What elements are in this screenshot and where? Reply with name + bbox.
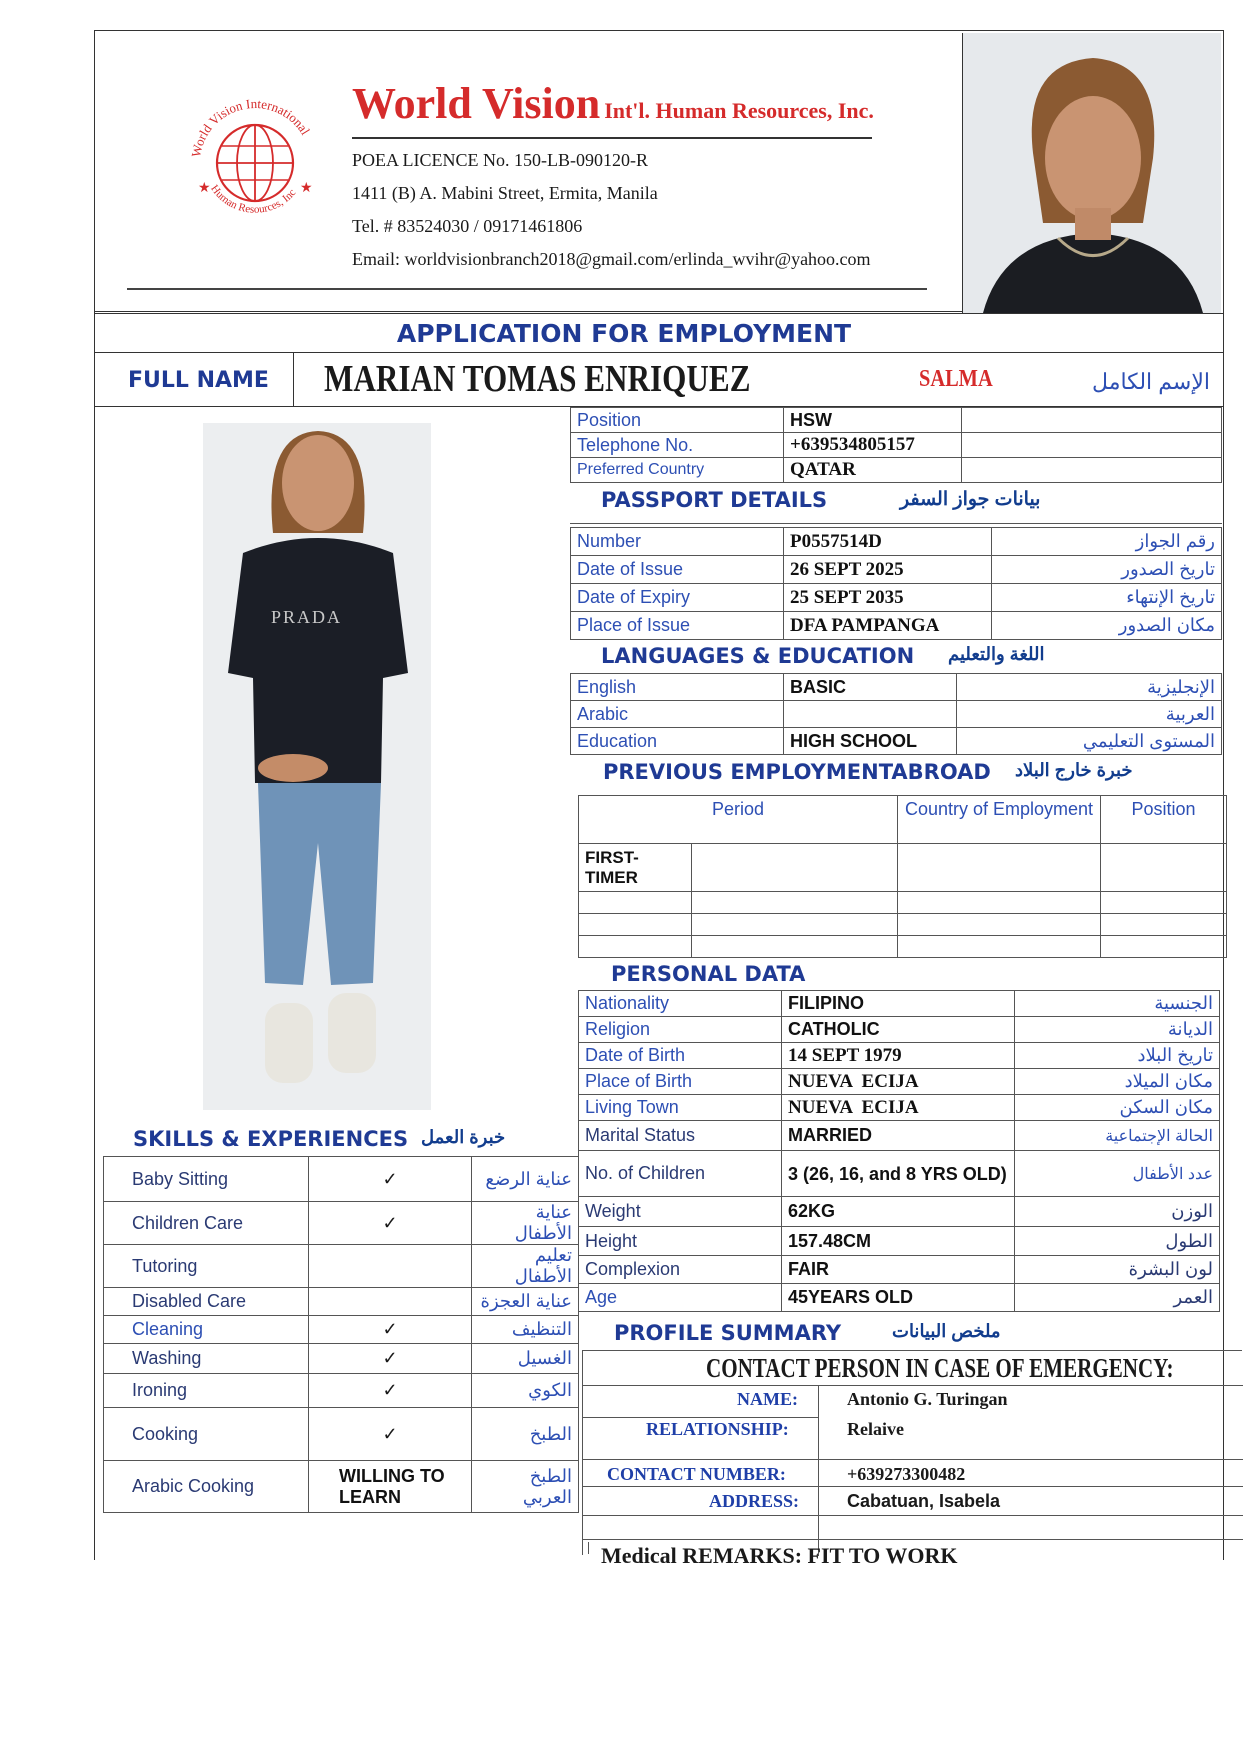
place-of-birth-value: NUEVA ECIJA <box>782 1069 1015 1095</box>
table-row <box>579 1095 1220 1121</box>
nationality-ar: الجنسية <box>1015 991 1220 1017</box>
marital-status-label: Marital Status <box>579 1121 782 1151</box>
check-icon <box>309 1245 472 1288</box>
preferred-country-label: Preferred Country <box>571 458 784 483</box>
place-of-birth-label: Place of Birth <box>579 1069 782 1095</box>
table-row <box>571 458 1222 483</box>
skills-table <box>103 1156 579 1513</box>
contact-divider <box>583 1515 1243 1516</box>
svg-text:Human Resources, Inc: Human Resources, Inc <box>208 182 299 216</box>
age-ar: العمر <box>1015 1284 1220 1312</box>
telephone-value: +639534805157 <box>784 433 962 458</box>
check-icon: ✓ <box>309 1374 472 1408</box>
country-header: Country of Employment <box>898 796 1101 844</box>
skill-ar: الغسيل <box>472 1344 579 1374</box>
table-row <box>104 1461 579 1513</box>
table-row <box>571 612 1222 640</box>
full-name-label: FULL NAME <box>128 368 269 393</box>
table-row <box>579 1256 1220 1284</box>
nationality-value: FILIPINO <box>782 991 1015 1017</box>
contact-divider <box>583 1539 1243 1540</box>
table-row <box>579 914 1227 936</box>
table-row <box>571 528 1222 556</box>
english-value: BASIC <box>784 674 957 701</box>
height-value: 157.48CM <box>782 1227 1015 1256</box>
period-header: Period <box>579 796 898 844</box>
table-row <box>579 1197 1220 1227</box>
table-row <box>104 1316 579 1344</box>
table-row <box>579 796 1227 844</box>
date-of-birth-value: 14 SEPT 1979 <box>782 1043 1015 1069</box>
skill-ar: عناية الرضع <box>472 1157 579 1202</box>
skill-ar: الطبخ <box>472 1408 579 1461</box>
profile-section-header <box>582 1318 1222 1350</box>
complexion-ar: لون البشرة <box>1015 1256 1220 1284</box>
contact-divider <box>583 1486 1243 1487</box>
languages-table <box>570 673 1222 755</box>
contact-section <box>582 1350 1242 1555</box>
height-label: Height <box>579 1227 782 1256</box>
company-email: Email: worldvisionbranch2018@gmail.com/erlinda_wvihr@yahoo.com <box>352 249 871 269</box>
company-name-rest: Int'l. Human Resources, Inc. <box>604 98 874 123</box>
arabic-label: Arabic <box>571 701 784 728</box>
date-of-expiry-ar: تاريخ الإنتهاء <box>992 584 1222 612</box>
skill-label: Ironing <box>104 1374 309 1408</box>
table-row <box>104 1288 579 1316</box>
marital-status-ar: الحالة الإجتماعية <box>1015 1121 1220 1151</box>
education-value: HIGH SCHOOL <box>784 728 957 755</box>
position-value: HSW <box>784 408 962 433</box>
weight-label: Weight <box>579 1197 782 1227</box>
religion-label: Religion <box>579 1017 782 1043</box>
complexion-label: Complexion <box>579 1256 782 1284</box>
table-row <box>579 1017 1220 1043</box>
full-name-value: MARIAN TOMAS ENRIQUEZ <box>324 358 751 400</box>
full-body-photo <box>203 423 431 1110</box>
skill-label: Cooking <box>104 1408 309 1461</box>
languages-section-header <box>570 643 1222 673</box>
skill-label: Baby Sitting <box>104 1157 309 1202</box>
profile-title: PROFILE SUMMARY <box>614 1321 842 1345</box>
passport-title-ar: بيانات جواز السفر <box>900 489 1041 510</box>
table-row <box>104 1202 579 1245</box>
skill-label: Cleaning <box>104 1316 309 1344</box>
preferred-country-value: QATAR <box>784 458 962 483</box>
top-info-table <box>570 407 1222 483</box>
english-ar: الإنجليزية <box>957 674 1222 701</box>
shirt-text: PRADA <box>271 607 343 627</box>
form-title-bar <box>94 313 1224 353</box>
table-row <box>579 1151 1220 1197</box>
contact-divider <box>583 1417 818 1418</box>
table-row <box>104 1245 579 1288</box>
check-icon: ✓ <box>309 1408 472 1461</box>
table-row <box>571 408 1222 433</box>
company-header <box>94 30 962 312</box>
table-row <box>571 701 1222 728</box>
skill-label: Washing <box>104 1344 309 1374</box>
skill-label: Arabic Cooking <box>104 1461 309 1513</box>
company-tel: Tel. # 83524030 / 09171461806 <box>352 216 583 236</box>
languages-title: LANGUAGES & EDUCATION <box>601 644 915 668</box>
passport-number-value: P0557514D <box>784 528 992 556</box>
check-icon <box>309 1288 472 1316</box>
contact-relationship-value: Relaive <box>847 1419 904 1439</box>
table-row <box>579 1227 1220 1256</box>
passport-table <box>570 527 1222 640</box>
religion-value: CATHOLIC <box>782 1017 1015 1043</box>
first-timer-cell: FIRST-TIMER <box>579 844 692 892</box>
education-label: Education <box>571 728 784 755</box>
date-of-expiry-label: Date of Expiry <box>571 584 784 612</box>
religion-ar: الديانة <box>1015 1017 1220 1043</box>
passport-number-ar: رقم الجواز <box>992 528 1222 556</box>
skill-label: Tutoring <box>104 1245 309 1288</box>
table-row <box>579 892 1227 914</box>
date-of-issue-label: Date of Issue <box>571 556 784 584</box>
table-row <box>579 1043 1220 1069</box>
logo-seal-text: World Vision International <box>188 95 314 159</box>
skills-title-ar: خبرة العمل <box>421 1127 506 1147</box>
table-row <box>104 1344 579 1374</box>
table-row <box>579 936 1227 958</box>
employment-title: PREVIOUS EMPLOYMENTABROAD <box>603 760 991 784</box>
table-row <box>571 584 1222 612</box>
no-of-children-ar: عدد الأطفال <box>1015 1151 1220 1197</box>
height-ar: الطول <box>1015 1227 1220 1256</box>
education-ar: المستوى التعليمي <box>957 728 1222 755</box>
willing-to-learn-text: WILLING TO LEARN <box>309 1461 472 1513</box>
passport-title: PASSPORT DETAILS <box>601 488 828 512</box>
company-address: 1411 (B) A. Mabini Street, Ermita, Manila <box>352 183 658 203</box>
table-row <box>579 1284 1220 1312</box>
svg-text:★: ★ <box>300 179 313 195</box>
telephone-label: Telephone No. <box>571 433 784 458</box>
portrait-photo <box>962 33 1220 313</box>
contact-col-divider <box>818 1385 819 1556</box>
table-row <box>579 991 1220 1017</box>
personal-section-header <box>578 960 1227 990</box>
passport-number-label: Number <box>571 528 784 556</box>
check-icon: ✓ <box>309 1316 472 1344</box>
position-label: Position <box>571 408 784 433</box>
no-of-children-value: 3 (26, 16, and 8 YRS OLD) <box>782 1151 1015 1197</box>
skill-ar: التنظيف <box>472 1316 579 1344</box>
medical-remarks: Medical REMARKS: FIT TO WORK <box>601 1543 958 1568</box>
check-icon: ✓ <box>309 1202 472 1245</box>
personal-title: PERSONAL DATA <box>611 962 806 986</box>
marital-status-value: MARRIED <box>782 1121 1015 1151</box>
date-of-expiry-value: 25 SEPT 2035 <box>784 584 992 612</box>
contact-name-value: Antonio G. Turingan <box>847 1389 1008 1409</box>
place-of-birth-ar: مكان الميلاد <box>1015 1069 1220 1095</box>
company-licence: POEA LICENCE No. 150-LB-090120-R <box>352 150 648 170</box>
skill-ar: الطبخ العربي <box>472 1461 579 1513</box>
employment-title-ar: خبرة خارج البلاد <box>1015 760 1133 780</box>
table-row <box>579 1069 1220 1095</box>
table-row <box>579 1121 1220 1151</box>
contact-name-label: NAME: <box>737 1389 798 1409</box>
weight-ar: الوزن <box>1015 1197 1220 1227</box>
contact-divider <box>583 1385 1243 1386</box>
contact-address-value: Cabatuan, Isabela <box>847 1491 1001 1511</box>
contact-number-label: CONTACT NUMBER: <box>607 1464 786 1484</box>
table-row <box>571 433 1222 458</box>
full-name-row <box>94 353 1224 407</box>
arabic-ar: العربية <box>957 701 1222 728</box>
full-name-label-ar: الإسم الكامل <box>1092 369 1210 394</box>
arabic-value <box>784 701 957 728</box>
place-of-issue-value: DFA PAMPANGA <box>784 612 992 640</box>
employment-table <box>578 795 1227 958</box>
company-name <box>352 78 952 129</box>
date-of-issue-value: 26 SEPT 2025 <box>784 556 992 584</box>
medical-remarks-box <box>588 1542 1238 1568</box>
company-name-underline <box>352 137 872 139</box>
table-row <box>571 728 1222 755</box>
date-of-issue-ar: تاريخ الصدور <box>992 556 1222 584</box>
table-row <box>571 556 1222 584</box>
skill-ar: عناية الأطفال <box>472 1202 579 1245</box>
table-row <box>579 844 1227 892</box>
table-row <box>571 674 1222 701</box>
contact-number-value: +639273300482 <box>847 1464 966 1484</box>
position-header: Position <box>1101 796 1227 844</box>
languages-title-ar: اللغة والتعليم <box>948 644 1045 664</box>
table-row <box>104 1408 579 1461</box>
complexion-value: FAIR <box>782 1256 1015 1284</box>
skill-label: Disabled Care <box>104 1288 309 1316</box>
living-town-label: Living Town <box>579 1095 782 1121</box>
skill-ar: عناية العجزة <box>472 1288 579 1316</box>
living-town-ar: مكان السكن <box>1015 1095 1220 1121</box>
contact-relationship-label: RELATIONSHIP: <box>646 1419 789 1439</box>
place-of-issue-label: Place of Issue <box>571 612 784 640</box>
company-name-main: World Vision <box>352 79 601 128</box>
passport-section-header <box>570 484 1222 524</box>
weight-value: 62KG <box>782 1197 1015 1227</box>
check-icon: ✓ <box>309 1157 472 1202</box>
place-of-issue-ar: مكان الصدور <box>992 612 1222 640</box>
contact-address-label: ADDRESS: <box>709 1491 800 1511</box>
profile-title-ar: ملخص البيانات <box>892 1321 1001 1341</box>
personal-table <box>578 990 1220 1312</box>
age-value: 45YEARS OLD <box>782 1284 1015 1312</box>
skills-section-header <box>103 1124 578 1156</box>
skills-title: SKILLS & EXPERIENCES <box>133 1127 409 1151</box>
nationality-label: Nationality <box>579 991 782 1017</box>
employment-section-header <box>570 757 1222 795</box>
check-icon: ✓ <box>309 1344 472 1374</box>
alias-name: SALMA <box>919 366 993 392</box>
table-row <box>104 1157 579 1202</box>
no-of-children-label: No. of Children <box>579 1151 782 1197</box>
age-label: Age <box>579 1284 782 1312</box>
company-logo <box>180 88 330 238</box>
table-row <box>104 1374 579 1408</box>
header-rule <box>127 288 927 290</box>
english-label: English <box>571 674 784 701</box>
skill-ar: تعليم الأطفال <box>472 1245 579 1288</box>
skill-label: Children Care <box>104 1202 309 1245</box>
contact-title: CONTACT PERSON IN CASE OF EMERGENCY: <box>706 1353 1174 1383</box>
svg-text:★: ★ <box>198 179 211 195</box>
date-of-birth-ar: تاريخ البلاد <box>1015 1043 1220 1069</box>
contact-divider <box>583 1459 1243 1460</box>
date-of-birth-label: Date of Birth <box>579 1043 782 1069</box>
living-town-value: NUEVA ECIJA <box>782 1095 1015 1121</box>
skill-ar: الكوي <box>472 1374 579 1408</box>
form-title: APPLICATION FOR EMPLOYMENT <box>396 319 852 348</box>
